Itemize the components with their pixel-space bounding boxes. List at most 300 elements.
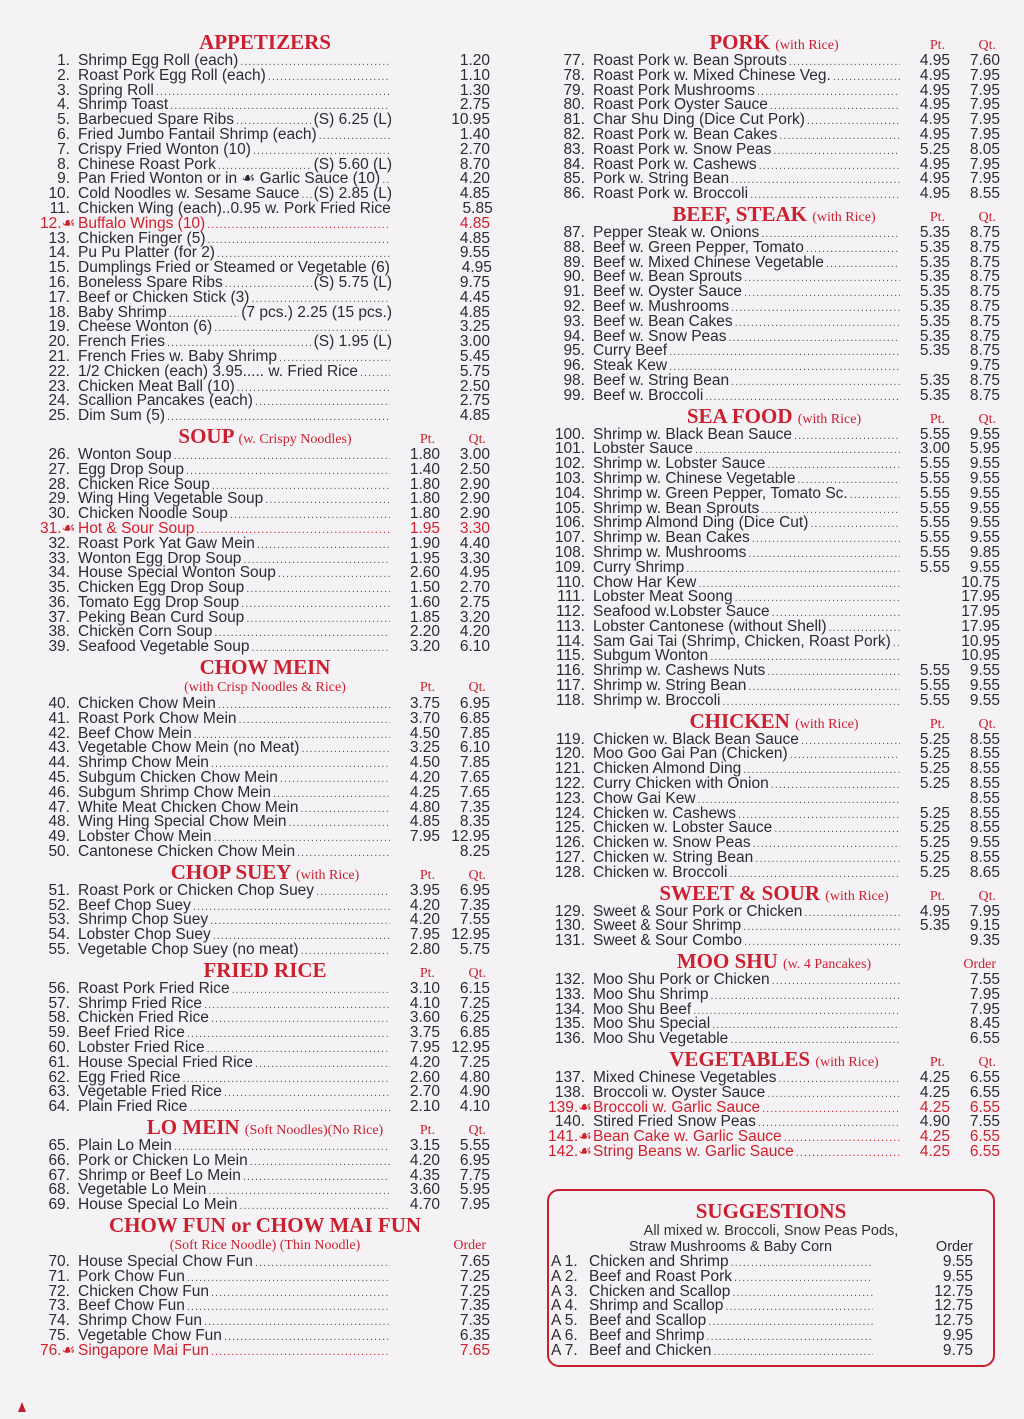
section-title — [548, 1047, 1000, 1071]
item-price-quart: 4.95 — [461, 259, 492, 277]
item-price-pint: 5.55 — [919, 691, 950, 709]
section-note — [40, 1237, 490, 1255]
dot-leader — [744, 271, 900, 286]
item-price-pint: 5.25 — [919, 819, 950, 837]
item-number: 45. — [48, 769, 70, 787]
item-number: 127. — [554, 849, 585, 867]
item-number: 66. — [48, 1151, 70, 1169]
item-name: Chicken Chow Fun — [78, 1282, 209, 1300]
dot-leader — [230, 508, 390, 523]
item-price-quart: 1.40 — [459, 125, 490, 143]
item-name: Beef and Shrimp — [589, 1326, 705, 1344]
item-price-pint: 7.95 — [409, 1039, 440, 1057]
item-name: Chicken Almond Ding — [593, 760, 742, 778]
section-title — [548, 949, 1000, 973]
dot-leader — [265, 493, 390, 508]
suggestions-description-2: Straw Mushrooms & Baby Corn — [629, 1239, 833, 1255]
item-price-quart: 8.75 — [969, 297, 1000, 315]
item-number: 114. — [555, 632, 585, 650]
column-header-quart: Qt. — [978, 1055, 996, 1071]
dot-leader — [705, 390, 900, 405]
item-number: 32. — [48, 534, 70, 552]
item-number: 79. — [563, 81, 585, 99]
section-title-text: VEGETABLES — [669, 1047, 811, 1072]
item-price-quart: 12.75 — [934, 1312, 973, 1330]
item-name: Beef w. Bean Sprouts — [593, 268, 743, 286]
dot-leader — [257, 538, 390, 553]
item-name: Plain Lo Mein — [78, 1137, 172, 1154]
right-column — [548, 30, 1000, 1160]
item-price-quart: 6.35 — [459, 1326, 490, 1344]
dot-leader — [732, 1286, 873, 1301]
section-title — [40, 860, 490, 884]
item-name: Cheese Wonton (6) — [78, 318, 213, 336]
dot-leader — [211, 1345, 390, 1360]
item-price-pint: 4.25 — [919, 1069, 950, 1087]
item-price-quart: 4.85 — [459, 185, 490, 203]
item-price-pint: 5.35 — [919, 917, 950, 935]
item-name: Chicken Fried Rice — [78, 1009, 209, 1027]
item-name: Vegetable Lo Mein — [78, 1181, 207, 1199]
item-number: 109. — [554, 558, 585, 576]
item-number: 110. — [555, 573, 585, 591]
item-price-quart: 8.55 — [969, 804, 1000, 822]
section-title — [548, 404, 1000, 428]
item-number: 117. — [555, 677, 585, 695]
dot-leader — [794, 429, 900, 444]
item-number: 39. — [48, 638, 70, 656]
item-price-pint: 5.25 — [919, 775, 950, 793]
item-name: Dumplings Fried or Steamed or Vegetable (6) — [78, 259, 390, 277]
item-price-quart: 7.55 — [459, 911, 490, 929]
item-name: Lobster Sauce — [593, 440, 693, 458]
section-title-text: MOO SHU — [676, 949, 778, 974]
item-price-quart: 7.95 — [969, 125, 1000, 143]
item-number: 15. — [48, 259, 70, 277]
item-number: 8. — [57, 155, 70, 173]
item-number: 61. — [48, 1053, 70, 1071]
section-title-text: FRIED RICE — [203, 957, 327, 982]
item-name: Shrimp Chop Suey — [78, 911, 209, 929]
item-name: String Beans w. Garlic Sauce — [593, 1143, 794, 1160]
dot-leader — [713, 1345, 873, 1360]
item-price-quart: 2.50 — [459, 377, 490, 395]
dot-leader — [280, 772, 390, 787]
menu-item — [40, 1198, 490, 1213]
item-number: 53. — [48, 911, 70, 929]
dot-leader — [801, 734, 900, 749]
item-number: 50. — [48, 843, 70, 861]
item-name: Chicken Finger (5) — [78, 229, 206, 247]
dot-leader — [232, 983, 390, 998]
item-name: Sweet & Sour Shrimp — [593, 917, 742, 935]
section-subtitle: (with Rice) — [815, 1055, 879, 1071]
item-price-pint: 4.95 — [919, 170, 950, 188]
item-number: 141.☙ — [548, 1128, 593, 1146]
item-price-quart: 6.55 — [969, 1143, 1000, 1160]
menu-item — [548, 934, 1000, 949]
dot-leader — [731, 1256, 873, 1271]
item-name: Shrimp w. Chinese Vegetable — [593, 469, 796, 487]
item-price-pint: 4.95 — [919, 111, 950, 129]
item-price-quart: 4.90 — [459, 1083, 490, 1101]
item-number: 85. — [563, 170, 585, 188]
item-price-quart: 12.95 — [451, 926, 490, 944]
item-number: 60. — [48, 1039, 70, 1057]
item-name: Barbecued Spare Ribs — [78, 111, 234, 129]
item-number: 63. — [48, 1083, 70, 1101]
item-price-quart: 9.75 — [969, 357, 1000, 375]
item-price-pint: 3.70 — [409, 709, 440, 727]
item-number: 22. — [48, 362, 70, 380]
item-name: Curry Chicken with Onion — [593, 775, 769, 793]
item-price-quart: 9.75 — [942, 1341, 973, 1359]
item-price-pint: 4.90 — [919, 1113, 950, 1131]
section-subtitle: (Soft Noodles)(No Rice) — [244, 1123, 384, 1138]
item-price-quart: 1.20 — [459, 52, 490, 69]
item-number: 14. — [48, 244, 70, 262]
item-number: 119. — [555, 730, 585, 748]
menu-item — [40, 1341, 490, 1359]
item-name: Beef w. Mixed Chinese Vegetable — [593, 253, 824, 271]
column-header-pint: Pt. — [929, 888, 945, 904]
item-number: 94. — [563, 327, 585, 345]
item-number: 111. — [557, 588, 585, 606]
section-title — [40, 1213, 490, 1237]
dot-leader — [722, 695, 900, 710]
item-price-quart: 5.55 — [459, 1137, 490, 1154]
item-price-quart: 9.95 — [942, 1326, 973, 1344]
item-price-pint: 4.80 — [409, 798, 440, 816]
item-name: Chicken and Shrimp — [589, 1253, 729, 1270]
item-name: Shrimp or Beef Lo Mein — [78, 1166, 241, 1184]
item-price-quart: 8.75 — [969, 268, 1000, 286]
item-price-pint: 5.55 — [919, 662, 950, 680]
item-price-pint: 1.95 — [409, 549, 440, 567]
item-price-quart: 3.20 — [459, 608, 490, 626]
section-note — [40, 679, 490, 697]
item-name: Shrimp Egg Roll (each) — [78, 52, 239, 69]
item-name: 1/2 Chicken (each) 3.95..... w. Fried Rice — [78, 362, 358, 380]
item-number: 16. — [48, 273, 70, 291]
item-price-quart: 2.90 — [459, 475, 490, 493]
column-header-quart: Qt. — [978, 209, 996, 225]
item-name: Scallion Pancakes (each) — [78, 392, 253, 410]
dot-leader — [729, 867, 900, 882]
item-price-quart: 9.15 — [969, 917, 1000, 935]
item-price-pint: 3.15 — [409, 1137, 440, 1154]
item-price-pint: 7.95 — [409, 828, 440, 846]
item-number: 87. — [563, 223, 585, 241]
item-price-pint: 4.95 — [919, 902, 950, 920]
section-title-text: SOUP — [178, 423, 234, 448]
item-name: Fried Jumbo Fantail Shrimp (each) — [78, 125, 317, 143]
item-number: 75. — [48, 1326, 70, 1344]
item-price-quart: 8.75 — [969, 371, 1000, 389]
section-title — [40, 1115, 490, 1139]
item-name: Subgum Wonton — [593, 647, 709, 665]
item-price-quart: 7.25 — [459, 1053, 490, 1071]
item-price-quart: 5.45 — [459, 347, 490, 365]
item-price-pint: 5.35 — [919, 297, 950, 315]
item-price-pint: 1.85 — [409, 608, 440, 626]
column-header-quart: Qt. — [978, 888, 996, 904]
dot-leader — [174, 449, 390, 464]
item-price-pint: 1.80 — [409, 505, 440, 523]
item-name: Stired Fried Snow Peas — [593, 1113, 756, 1131]
dot-leader — [686, 562, 900, 577]
item-price-quart: 10.75 — [961, 573, 1000, 591]
dot-leader — [186, 464, 390, 479]
item-number: A 6. — [551, 1326, 578, 1344]
item-name: Shrimp Fried Rice — [78, 994, 203, 1012]
section-title-text: CHOW MEIN — [199, 655, 331, 680]
item-number: 118. — [555, 691, 585, 709]
item-name: Roast Pork w. Broccoli — [593, 185, 749, 203]
item-price-quart: 3.30 — [459, 549, 490, 567]
dot-leader — [301, 802, 390, 817]
item-name: Peking Bean Curd Soup — [78, 608, 245, 626]
item-name: Pepper Steak w. Onions — [593, 223, 760, 241]
item-price-quart: 8.55 — [969, 775, 1000, 793]
item-price-pint: 4.25 — [919, 1143, 950, 1160]
item-price-pint: 1.50 — [409, 579, 440, 597]
item-price-pint: 2.70 — [409, 1083, 440, 1101]
item-name: Beef and Scallop — [589, 1312, 707, 1330]
item-price-quart: 2.75 — [459, 593, 490, 611]
dot-leader — [810, 517, 900, 532]
item-price-quart: 6.55 — [969, 1069, 1000, 1087]
item-price-quart: 8.75 — [969, 342, 1000, 360]
item-price-quart: 8.55 — [969, 760, 1000, 778]
item-price-pint: 4.35 — [409, 1166, 440, 1184]
item-name: Shrimp Toast — [78, 96, 169, 114]
section-title — [548, 202, 1000, 226]
item-price-pint: 1.60 — [409, 593, 440, 611]
item-price-quart: 6.55 — [969, 1128, 1000, 1146]
item-price-pint: 5.35 — [919, 327, 950, 345]
item-name: Cantonese Chicken Chow Mein — [78, 843, 296, 861]
item-number: 91. — [563, 283, 585, 301]
item-number: 125. — [554, 819, 585, 837]
menu-item — [40, 943, 490, 958]
item-number: A 7. — [551, 1341, 578, 1359]
item-number: 104. — [554, 484, 585, 502]
item-price-quart: 8.65 — [969, 863, 1000, 881]
item-price-pint: 5.55 — [919, 425, 950, 443]
item-name: Beef or Chicken Stick (3) — [78, 288, 250, 306]
item-name: Crispy Fried Wonton (10) — [78, 140, 251, 158]
item-price-quart: 8.55 — [969, 819, 1000, 837]
item-price-pint: 5.25 — [919, 804, 950, 822]
item-price-pint: 5.35 — [919, 283, 950, 301]
dot-leader — [790, 748, 900, 763]
dot-leader — [779, 129, 900, 144]
item-price-pint: 5.25 — [919, 140, 950, 158]
item-number: 92. — [563, 297, 585, 315]
item-name: House Special Chow Fun — [78, 1252, 253, 1270]
item-name: Chicken Wing (each)..0.95 w. Pork Fried Rice — [78, 199, 391, 217]
item-name: Singapore Mai Fun — [78, 1341, 209, 1359]
item-price-quart: 6.10 — [459, 638, 490, 656]
item-number: A 2. — [551, 1267, 578, 1285]
item-number: 99. — [563, 386, 585, 404]
item-name: Seafood w.Lobster Sauce — [593, 603, 770, 621]
item-price-quart: 8.55 — [969, 730, 1000, 748]
item-price-pint: 3.20 — [409, 638, 440, 656]
dot-leader — [210, 914, 390, 929]
dot-leader — [796, 1146, 900, 1161]
item-price-pint: 4.20 — [409, 1053, 440, 1071]
item-price-pint: 5.35 — [919, 342, 950, 360]
dot-leader — [771, 778, 900, 793]
item-number: 81. — [563, 111, 585, 129]
item-number: 3. — [57, 81, 70, 99]
item-price-quart: 17.95 — [961, 588, 1000, 606]
item-price-quart: 4.80 — [459, 1068, 490, 1086]
section-subtitle: (with Rice) — [775, 38, 839, 53]
item-number: 90. — [563, 268, 585, 286]
dot-leader — [710, 989, 900, 1004]
item-number: 43. — [48, 739, 70, 757]
item-number: 59. — [48, 1024, 70, 1042]
item-number: 23. — [48, 377, 70, 395]
item-number: 124. — [554, 804, 585, 822]
item-price-quart: 8.75 — [969, 253, 1000, 271]
item-price-quart: 8.70 — [459, 155, 490, 173]
section-title-text: SWEET & SOUR — [659, 880, 821, 905]
item-number: 62. — [48, 1068, 70, 1086]
item-number: 139.☙ — [548, 1098, 593, 1116]
dot-leader — [187, 1300, 390, 1315]
item-price-pint: 4.20 — [409, 769, 440, 787]
item-number: 46. — [48, 783, 70, 801]
item-price-quart: 7.65 — [459, 1252, 490, 1270]
item-number: 102. — [554, 455, 585, 473]
item-name: Steak Kew — [593, 357, 668, 375]
item-number: 123. — [554, 789, 585, 807]
dot-leader — [243, 1170, 390, 1185]
item-price-pint: 3.60 — [409, 1009, 440, 1027]
item-name: French Fries w. Baby Shrimp — [78, 347, 277, 365]
item-price-quart: 8.55 — [969, 849, 1000, 867]
item-size-price: (S) 6.25 (L) — [313, 111, 392, 129]
item-price-quart: 1.30 — [459, 81, 490, 99]
column-header-pint: Pt. — [929, 1055, 945, 1071]
item-name: Chicken w. Cashews — [593, 804, 737, 822]
item-name: Hot & Sour Soup — [78, 519, 195, 537]
item-price-quart: 7.95 — [969, 81, 1000, 99]
item-price-quart: 12.95 — [451, 828, 490, 846]
dot-leader — [237, 381, 390, 396]
dot-leader — [706, 1330, 873, 1345]
dot-leader — [211, 1286, 390, 1301]
item-price-pint: 5.55 — [919, 499, 950, 517]
item-name: Chicken and Scallop — [589, 1282, 731, 1300]
item-price-quart: 9.55 — [969, 662, 1000, 680]
item-price-pint: 2.60 — [409, 1068, 440, 1086]
dot-leader — [772, 974, 900, 989]
item-price-pint: 5.25 — [919, 745, 950, 763]
item-price-quart: 5.95 — [459, 1181, 490, 1199]
item-number: 98. — [563, 371, 585, 389]
item-price-pint: 4.85 — [409, 813, 440, 831]
item-price-pint: 4.25 — [919, 1128, 950, 1146]
item-name: Pork or Chicken Lo Mein — [78, 1151, 248, 1169]
item-price-quart: 5.95 — [969, 440, 1000, 458]
column-header-quart: Qt. — [468, 965, 486, 981]
item-price-quart: 9.55 — [942, 1253, 973, 1270]
section-note-text: (Soft Rice Noodle) (Thin Noodle) — [169, 1237, 361, 1253]
item-price-quart: 9.55 — [969, 677, 1000, 695]
item-price-pint: 5.25 — [919, 834, 950, 852]
item-number: 40. — [48, 695, 70, 713]
item-price-quart: 6.55 — [969, 1030, 1000, 1048]
item-number: 84. — [563, 155, 585, 173]
dot-leader — [218, 698, 390, 713]
dot-leader — [360, 366, 390, 381]
item-name: Buffalo Wings (10) — [78, 214, 206, 232]
item-number: 68. — [48, 1181, 70, 1199]
item-size-price: (S) 5.60 (L) — [313, 155, 392, 173]
item-number: 137. — [554, 1069, 585, 1087]
item-name: Vegetable Chow Fun — [78, 1326, 222, 1344]
dot-leader — [316, 885, 390, 900]
dot-leader — [187, 1027, 390, 1042]
item-size-price: (S) 5.75 (L) — [313, 273, 392, 291]
item-price-pint: 5.25 — [919, 730, 950, 748]
item-price-quart: 8.55 — [969, 185, 1000, 203]
item-number: A 1. — [551, 1253, 578, 1270]
item-price-pint: 4.95 — [919, 96, 950, 114]
item-number: 55. — [48, 941, 70, 959]
dot-leader — [207, 218, 390, 233]
item-name: Moo Shu Pork or Chicken — [593, 971, 770, 989]
section-title — [40, 424, 490, 448]
item-price-quart: 7.95 — [969, 96, 1000, 114]
item-name: Shrimp w. Bean Cakes — [593, 529, 750, 547]
item-name: Shrimp w. Bean Sprouts — [593, 499, 760, 517]
item-number: 24. — [48, 392, 70, 410]
item-price-quart: 4.10 — [459, 1098, 490, 1116]
item-price-quart: 9.75 — [459, 273, 490, 291]
section-title-text: BEEF, STEAK — [672, 201, 807, 226]
item-number: 122. — [554, 775, 585, 793]
item-name: Moo Shu Vegetable — [593, 1030, 729, 1048]
item-price-quart: 9.55 — [969, 529, 1000, 547]
item-price-quart: 8.05 — [969, 140, 1000, 158]
item-number: 28. — [48, 475, 70, 493]
item-price-pint: 3.00 — [919, 440, 950, 458]
item-price-quart: 9.55 — [969, 455, 1000, 473]
item-number: 130. — [554, 917, 585, 935]
item-price-pint: 5.55 — [919, 514, 950, 532]
section-title — [40, 655, 490, 679]
item-name: Chicken w. String Bean — [593, 849, 754, 867]
menu-item — [548, 1032, 1000, 1047]
item-number: 133. — [554, 985, 585, 1003]
item-price-quart: 7.35 — [459, 896, 490, 914]
item-name: Roast Pork Fried Rice — [78, 979, 230, 997]
item-price-quart: 7.25 — [459, 994, 490, 1012]
item-number: 42. — [48, 724, 70, 742]
section-title-text: LO MEIN — [146, 1115, 240, 1139]
item-name: Dim Sum (5) — [78, 407, 165, 425]
item-price-quart: 4.85 — [459, 214, 490, 232]
item-price-pint: 4.50 — [409, 754, 440, 772]
section-title — [548, 709, 1000, 733]
item-price-quart: 5.75 — [459, 941, 490, 959]
